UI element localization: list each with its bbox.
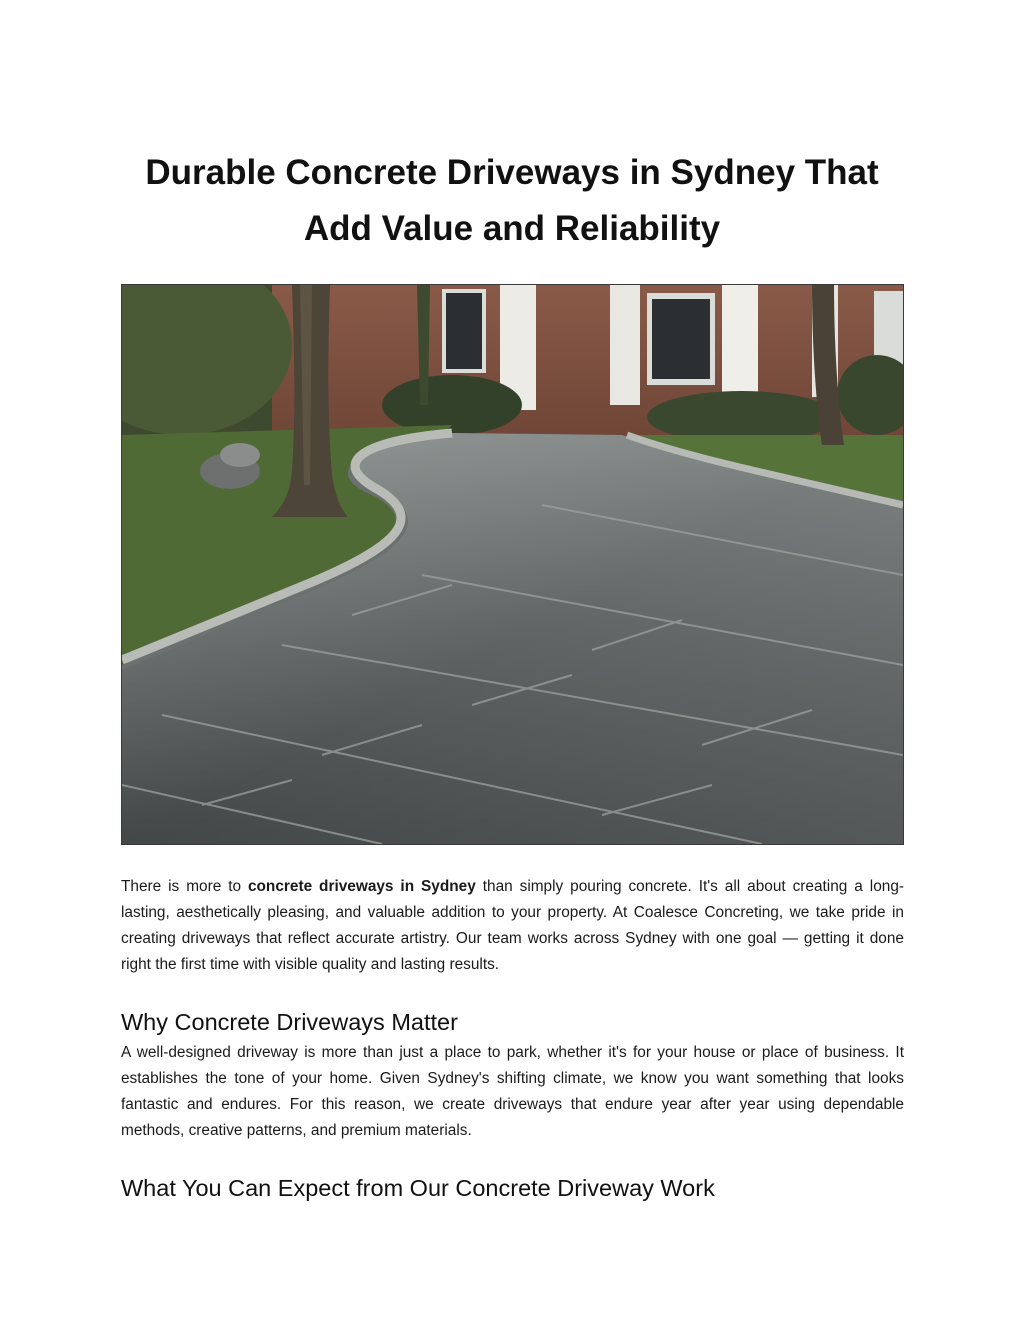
section-heading-why: Why Concrete Driveways Matter bbox=[121, 1009, 458, 1035]
driveway-photo-icon bbox=[122, 285, 903, 844]
page-title-line-1: Durable Concrete Driveways in Sydney That bbox=[145, 153, 879, 192]
page-title bbox=[100, 145, 924, 257]
page-title-line-2: Add Value and Reliability bbox=[303, 209, 721, 248]
intro-text-start: There is more to bbox=[121, 878, 248, 895]
intro-paragraph bbox=[121, 874, 904, 978]
driveway-photo bbox=[121, 284, 904, 845]
intro-text-rest: than simply pouring concrete. It's all about creating a long-lasting, aesthetically pleasing, and valuable addition to your property. At Coalesce Concreting, we take pride in creating driveways that reflect accurate artistry. Our team works across Sydney with one goal — getting it done right the first time with visible quality and lasting results. bbox=[121, 878, 905, 973]
section-body-why: A well-designed driveway is more than just a place to park, whether it's for your house or place of business. It establishes the tone of your home. Given Sydney's shifting climate, we know you want something that looks fantastic and endures. For this reason, we create driveways that endure year after year using dependable methods, creative patterns, and premium materials. bbox=[121, 1044, 904, 1139]
section-heading-expect: What You Can Expect from Our Concrete Driveway Work bbox=[121, 1175, 715, 1201]
intro-bold-link-text: concrete driveways in Sydney bbox=[247, 878, 476, 895]
